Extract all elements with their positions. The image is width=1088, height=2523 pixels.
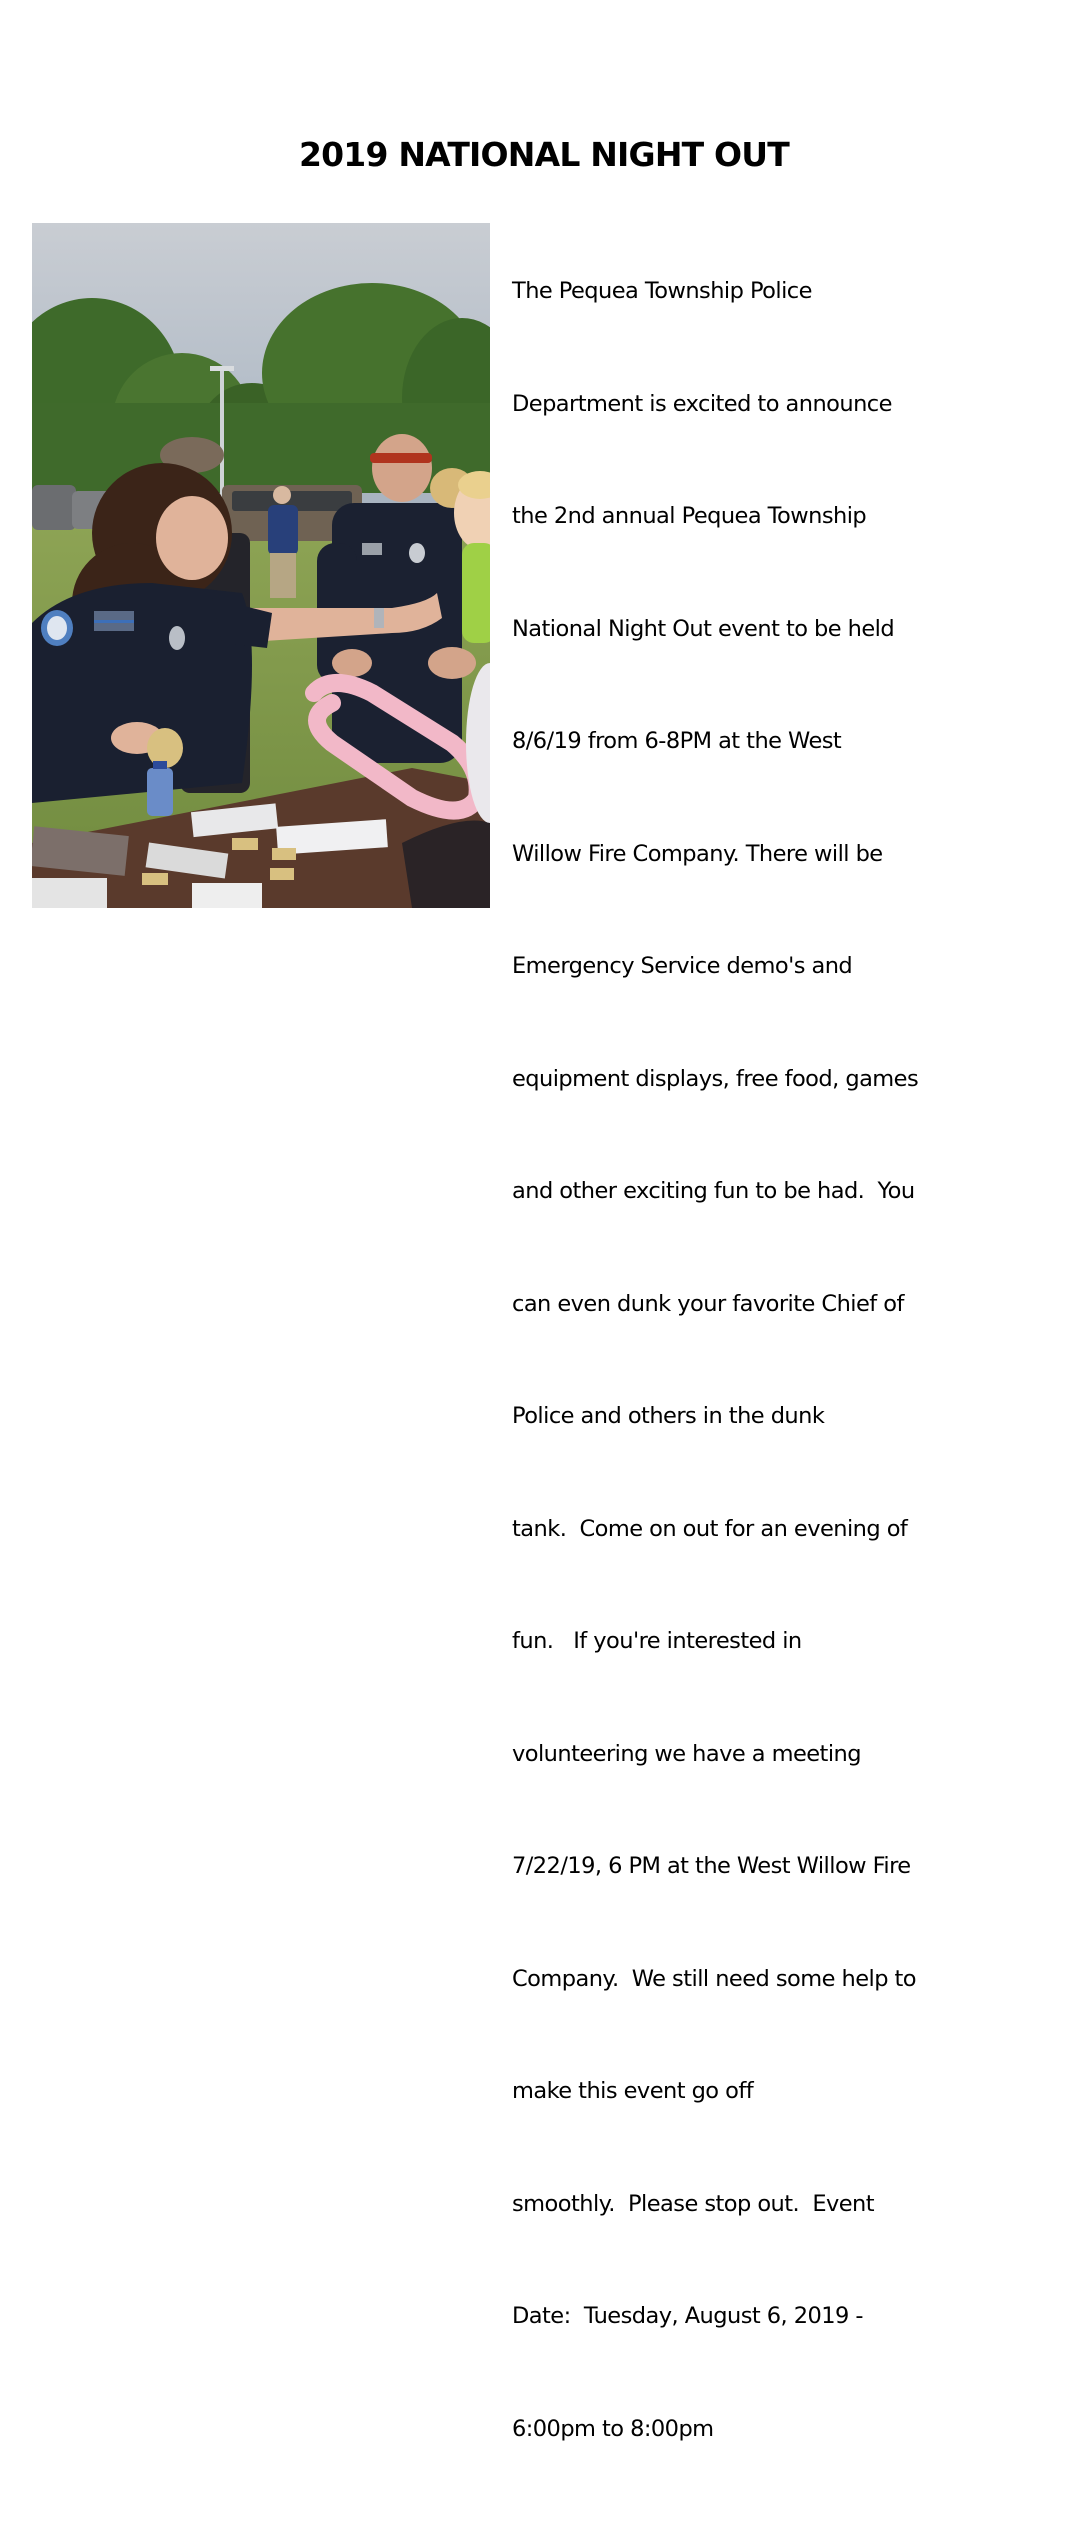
description-line: National Night Out event to be held [512,615,895,642]
event-photo-illustration [32,223,490,908]
description-line: tank. Come on out for an evening of [512,1515,908,1542]
description-line: 7/22/19, 6 PM at the West Willow Fire [512,1853,911,1879]
description-line: Company. We still need some help to [512,1965,917,1992]
event-photo [32,223,490,908]
description-line: can even dunk your favorite Chief of [512,1290,904,1317]
description-line: 8/6/19 from 6-8PM at the West [512,728,842,754]
description-line: the 2nd annual Pequea Township [512,503,867,529]
description-line: 6:00pm to 8:00pm [512,2415,714,2442]
event-description [512,198,972,2523]
description-line: and other exciting fun to be had. You [512,1178,915,1204]
description-line: Date: Tuesday, August 6, 2019 - [512,2303,863,2329]
description-line: fun. If you're interested in [512,1628,802,1654]
description-line: Department is excited to announce [512,390,892,417]
water-bottle [147,761,173,816]
description-line: The Pequea Township Police [512,278,812,304]
description-line: make this event go off [512,2078,754,2104]
description-line: equipment displays, free food, games [512,1065,919,1092]
description-line: Emergency Service demo's and [512,953,853,979]
description-line: smoothly. Please stop out. Event [512,2190,875,2217]
description-line: Willow Fire Company. There will be [512,840,883,867]
description-line: volunteering we have a meeting [512,1740,861,1767]
description-line: Police and others in the dunk [512,1403,825,1429]
page-title: 2019 NATIONAL NIGHT OUT [298,135,789,174]
